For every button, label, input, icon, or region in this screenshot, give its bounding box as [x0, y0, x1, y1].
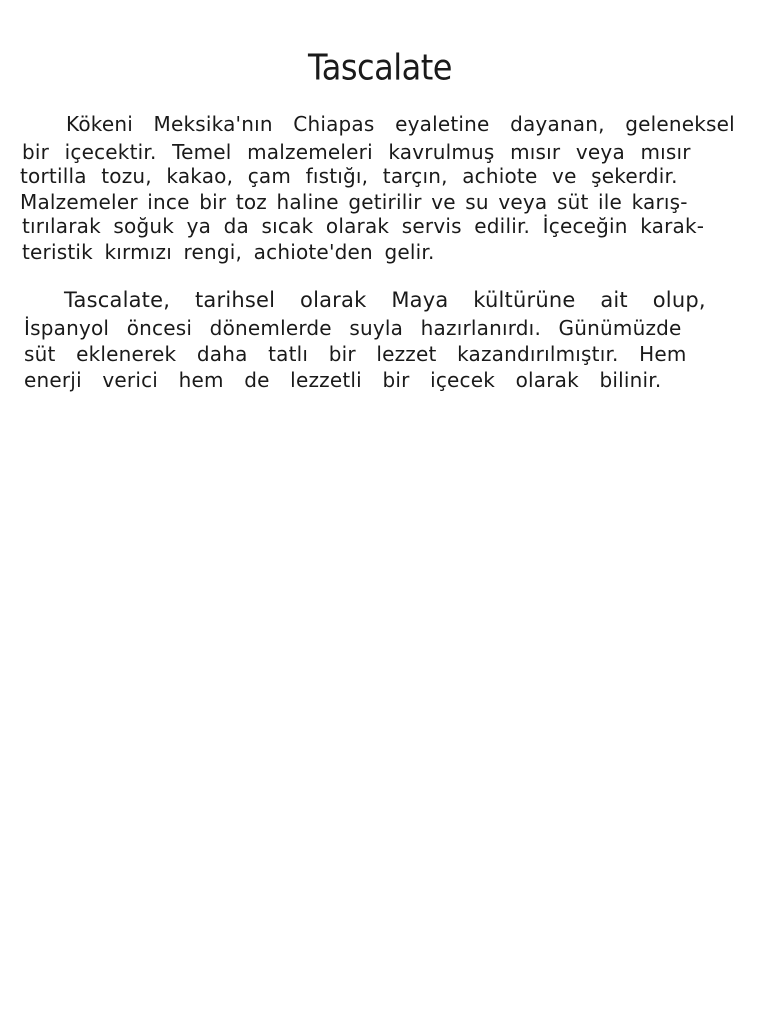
- paragraph-1-line-5: tırılarak soğuk ya da sıcak olarak servis edilir. İçeceğin karak-: [22, 214, 705, 238]
- paragraph-1-line-3: tortilla tozu, kakao, çam fıstığı, tarçın, achiote ve şekerdir.: [20, 164, 678, 188]
- paragraph-2-line-1: Tascalate, tarihsel olarak Maya kültürüne ait olup,: [64, 288, 706, 312]
- paragraph-2-line-4: enerji verici hem de lezzetli bir içecek olarak bilinir.: [24, 368, 662, 392]
- paragraph-1-line-6: teristik kırmızı rengi, achiote'den gelir.: [22, 240, 435, 264]
- paragraph-1-line-2: bir içecektir. Temel malzemeleri kavrulmuş mısır veya mısır: [22, 140, 691, 164]
- paragraph-2-line-3: süt eklenerek daha tatlı bir lezzet kazandırılmıştır. Hem: [24, 342, 687, 366]
- paragraph-1-line-1: Kökeni Meksika'nın Chiapas eyaletine dayanan, geleneksel: [66, 112, 735, 136]
- page-title: Tascalate: [308, 45, 452, 89]
- paragraph-1-line-4: Malzemeler ince bir toz haline getirilir ve su veya süt ile karış-: [20, 190, 688, 214]
- paragraph-2-line-2: İspanyol öncesi dönemlerde suyla hazırlanırdı. Günümüzde: [24, 316, 682, 340]
